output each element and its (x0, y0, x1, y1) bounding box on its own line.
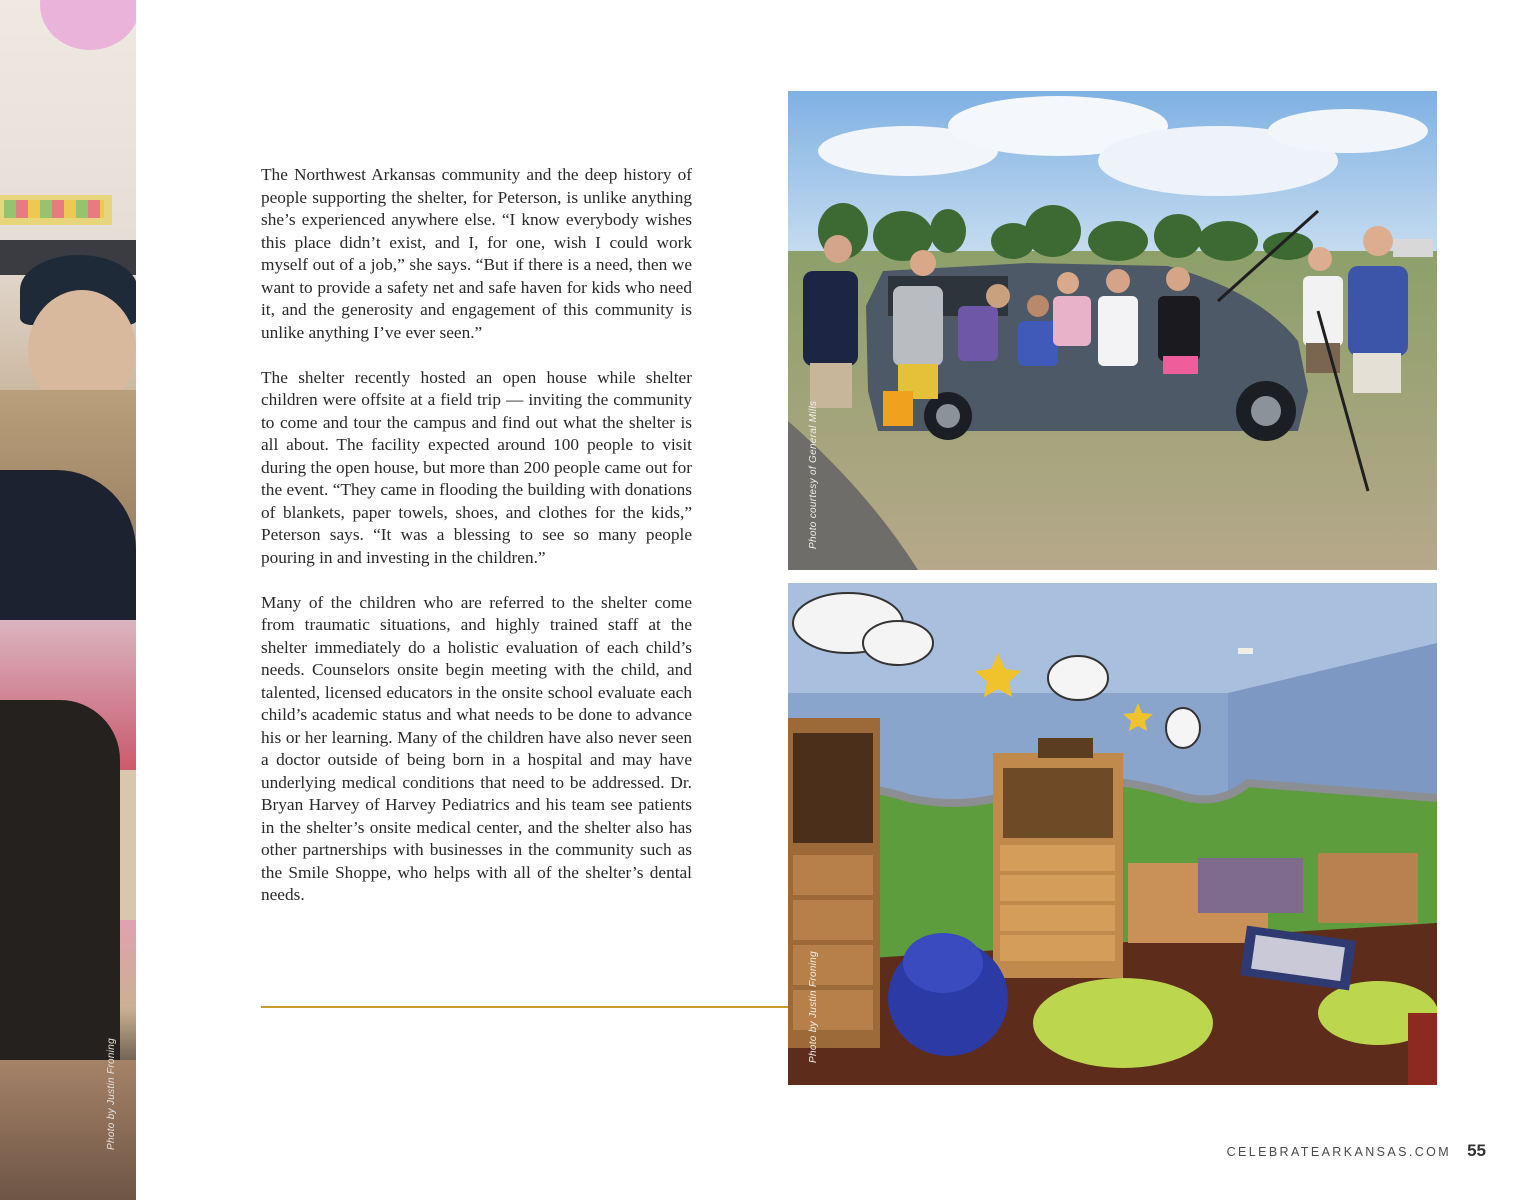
article-body (261, 164, 692, 929)
gold-divider-rule (261, 1006, 789, 1008)
article-paragraph-3: Many of the children who are referred to the shelter come from traumatic situations, and highly trained staff at the shelter immediately do a holistic evaluation of each child’s needs. Counselors onsite begin meeting with the child, and talented, licensed educators in the onsite school evaluate each child’s academic status and what needs to be done to advance his or her learning. Many of the children have also never seen a doctor outside of being born in a hospital and may have underlying medical conditions that need to be addressed. Dr. Bryan Harvey of Harvey Pediatrics and his team see patients in the shelter’s onsite medical center, and the shelter also has other partnerships with businesses in the community such as the Smile Shoppe, who helps with all of the shelter’s dental needs. (261, 592, 692, 904)
volunteers-photo (788, 91, 1437, 570)
page-footer (1227, 1141, 1486, 1161)
left-photo-credit: Photo by Justin Froning (106, 1038, 117, 1150)
article-paragraph-2: The shelter recently hosted an open house while shelter children were offsite at a field trip — inviting the community to come and tour the campus and find out what the shelter is all about. The facility expected around 100 people to visit during the open house, but more than 200 people came out for the event. “They came in flooding the building with donations of blankets, paper towels, shoes, and clothes for the kids,” Peterson says. “It was a blessing to see so many people pouring in and investing in the children.” (261, 367, 692, 567)
page-number: 55 (1467, 1141, 1486, 1160)
article-paragraph-1: The Northwest Arkansas community and the deep history of people supporting the shelter, for Peterson, is unlike anything she’s experienced anywhere else. “I know everybody wishes this place didn’t exist, and I, for one, wish I could work myself out of a job,” she says. “But if there is a need, then we want to provide a safety net and safe haven for kids who need it, and the generosity and engagement of this community is unlike anything I’ve ever seen.” (261, 165, 692, 342)
volunteers-photo-credit: Photo courtesy of General Mills (808, 400, 819, 549)
footer-site-url: CELEBRATEARKANSAS.COM (1226, 1145, 1452, 1159)
bedroom-photo-credit: Photo by Justin Froning (808, 951, 819, 1063)
bedroom-photo (788, 583, 1437, 1085)
left-edge-photo (0, 0, 136, 1200)
